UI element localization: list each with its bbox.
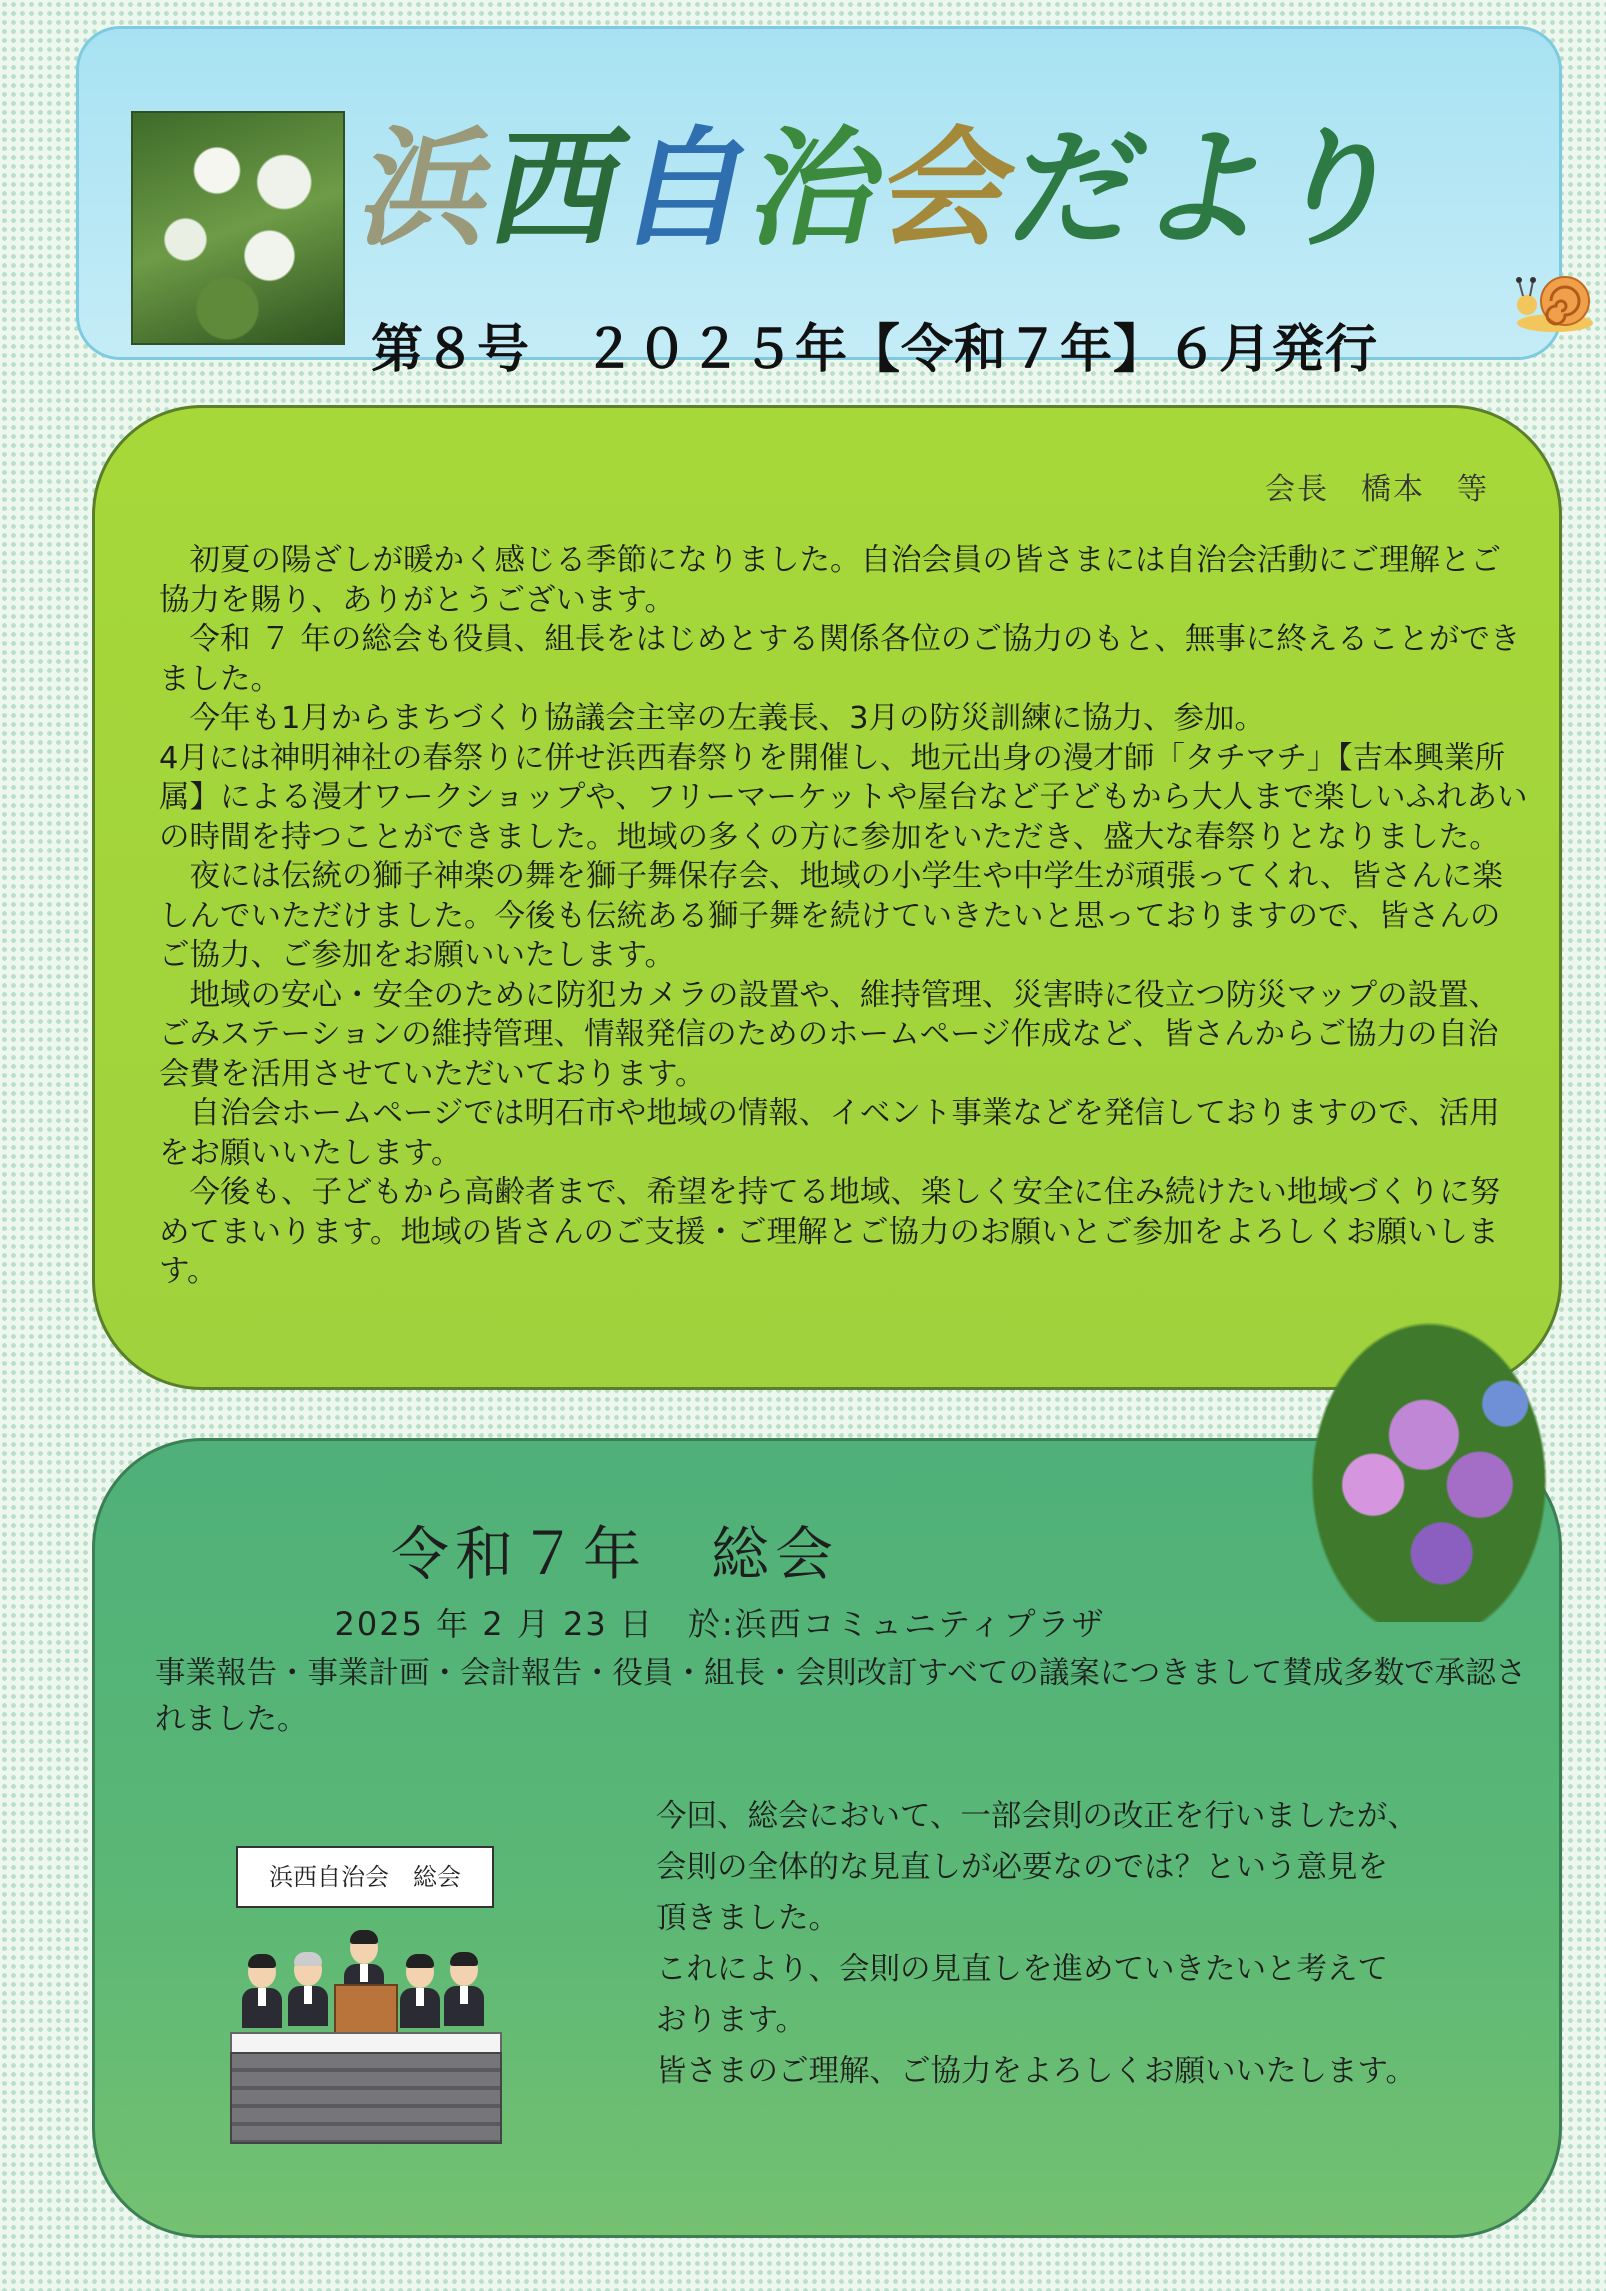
note-line: 皆さまのご理解、ご協力をよろしくお願いいたします。	[656, 2054, 1417, 2089]
message-paragraph: 自治会ホームページでは明石市や地域の情報、イベント事業などを発信しておりますので、活用をお願いいたします。	[159, 1096, 1500, 1171]
meeting-illustration	[230, 1846, 515, 2156]
person-figure	[248, 1956, 282, 2028]
chairman-message-panel	[92, 405, 1562, 1390]
message-paragraph: 今後も、子どもから高齢者まで、希望を持てる地域、楽しく安全に住み続けたい地域づくりに努めてまいります。地域の皆さんのご支援・ご理解とご協力のお願いとご参加をよろしくお願いします。	[159, 1175, 1501, 1289]
person-figure	[294, 1954, 328, 2026]
person-figure	[406, 1956, 440, 2028]
hydrangea-bouquet-photo	[1302, 1310, 1556, 1622]
note-line: おります。	[656, 2003, 807, 2038]
newsletter-title	[348, 115, 1420, 265]
person-figure	[450, 1954, 484, 2026]
title-char: 会	[868, 115, 1031, 264]
message-body	[159, 541, 1529, 1292]
note-line: 頂きました。	[656, 1901, 839, 1936]
hydrangea-photo	[131, 111, 345, 345]
snail-icon	[1515, 265, 1599, 335]
message-paragraph: 夜には伝統の獅子神楽の舞を獅子舞保存会、地域の小学生や中学生が頑張ってくれ、皆さんに楽しんでいただけました。今後も伝統ある獅子舞を続けていきたいと思っておりますので、皆さんのご協力、ご参加をお願いいたします。	[159, 859, 1503, 973]
issue-line: 第８号 ２０２５年【令和７年】６月発行	[371, 320, 1379, 380]
message-paragraph: 今年も1月からまちづくり協議会主宰の左義長、3月の防災訓練に協力、参加。	[189, 701, 1266, 736]
message-paragraph: 地域の安心・安全のために防犯カメラの設置や、維持管理、災害時に役立つ防災マップの設置、ごみステーションの維持管理、情報発信のためのホームページ作成など、皆さんからご協力の自治会費を活用させていただいております。	[159, 977, 1500, 1092]
message-paragraph: 4月には神明神社の春祭りに併せ浜西春祭りを開催し、地元出身の漫才師「タチマチ」【吉本興業所属】による漫才ワークショップや、フリーマーケットや屋台など子どもから大人まで楽しいふれあいの時間を持つことができました。地域の多くの方に参加をいただき、盛大な春祭りとなりました。	[159, 740, 1528, 855]
message-paragraph: 初夏の陽ざしが暖かく感じる季節になりました。自治会員の皆さまには自治会活動にご理解とご協力を賜り、ありがとうございます。	[159, 543, 1501, 618]
note-line: これにより、会則の見直しを進めていきたいと考えて	[656, 1952, 1388, 1987]
note-line: 会則の全体的な見直しが必要なのでは？という意見を	[656, 1850, 1388, 1885]
meeting-date: 2025 年 2 月 23 日 於:浜西コミュニティプラザ	[334, 1605, 1106, 1643]
meeting-note	[656, 1791, 1536, 2097]
title-char: 西	[478, 115, 640, 264]
message-author: 会長 橋本 等	[1265, 472, 1489, 507]
title-char: 自	[608, 115, 770, 264]
note-line: 今回、総会において、一部会則の改正を行いましたが、	[656, 1799, 1418, 1834]
message-paragraph: 令和 ７ 年の総会も役員、組長をはじめとする関係各位のご協力のもと、無事に終えることができました。	[159, 622, 1521, 697]
table-cloth	[230, 2052, 502, 2144]
meeting-summary: 事業報告・事業計画・会計報告・役員・組長・会則改訂すべての議案につきまして賛成多数で承認されました。	[155, 1656, 1527, 1737]
newsletter-header	[76, 26, 1562, 380]
meeting-table	[230, 2032, 502, 2054]
title-char: だより	[998, 115, 1421, 264]
meeting-title: 令和７年 総会	[390, 1520, 839, 1588]
title-char: 治	[738, 115, 901, 264]
illustration-sign: 浜西自治会 総会	[236, 1846, 494, 1908]
title-char: 浜	[348, 115, 510, 264]
